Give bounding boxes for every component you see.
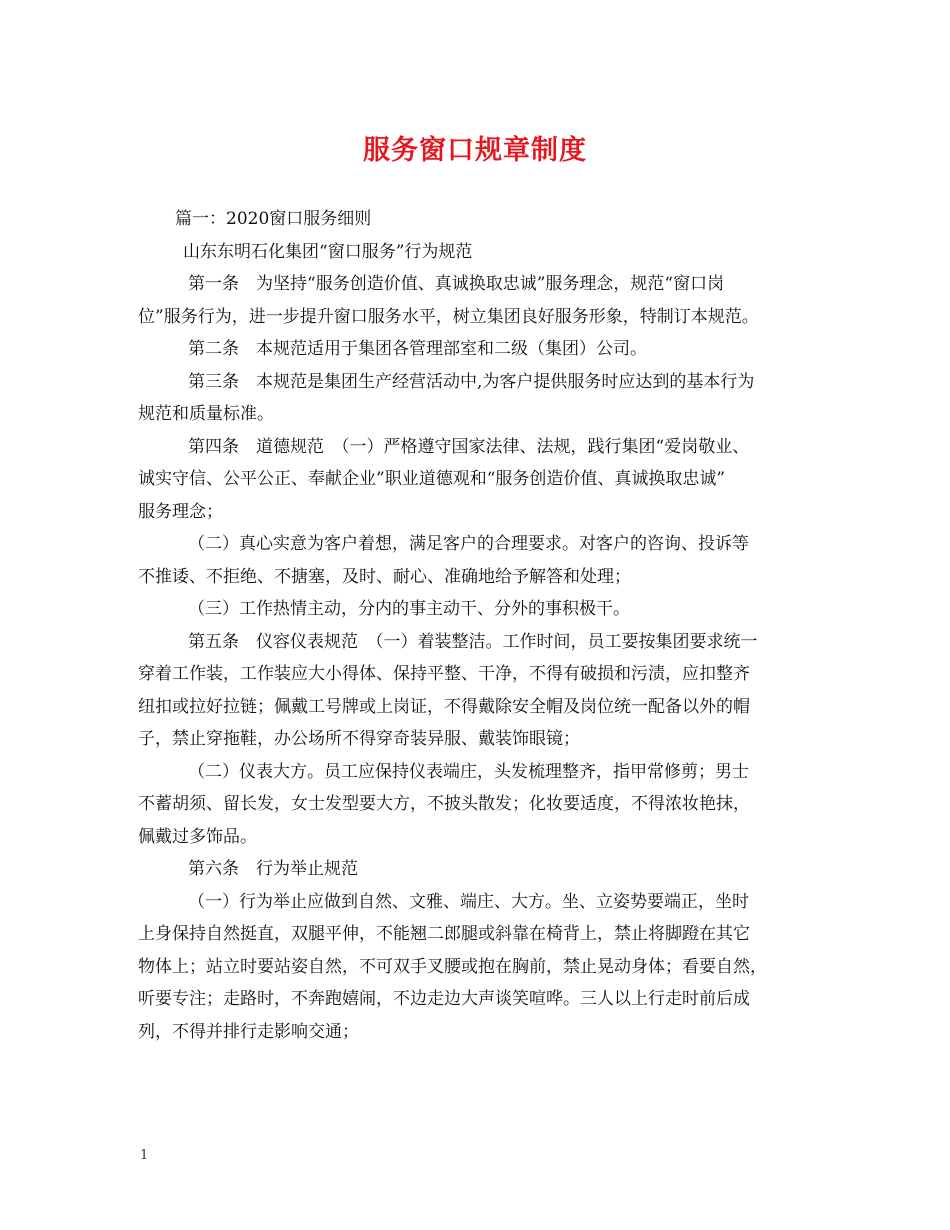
text-line: 不蓄胡须、留长发，女士发型要大方，不披头散发；化妆要适度，不得浓妆艳抹，	[138, 794, 750, 814]
text-line: 纽扣或拉好拉链；佩戴工号牌或上岗证，不得戴除安全帽及岗位统一配备以外的帽	[138, 696, 750, 717]
text-line: （二）真心实意为客户着想，满足客户的合理要求。对客户的咨询、投诉等	[188, 534, 749, 554]
document-title: 服务窗口规章制度	[363, 135, 587, 166]
text-line: 物体上；站立时要站姿自然，不可双手叉腰或抱在胸前，禁止晃动身体；看要自然，	[138, 956, 767, 977]
text-line: 篇一：2020窗口服务细则	[175, 209, 372, 229]
text-line: 第三条 本规范是集团生产经营活动中,为客户提供服务时应达到的基本行为	[188, 371, 755, 392]
text-line: 第二条 本规范适用于集团各管理部室和二级（集团）公司。	[188, 339, 647, 359]
text-line: 听要专注；走路时，不奔跑嬉闹，不边走边大声谈笑喧哗。三人以上行走时前后成	[138, 989, 750, 1009]
text-line: 列，不得并排行走影响交通；	[138, 1021, 359, 1042]
text-line: 不推诿、不拒绝、不搪塞，及时、耐心、准确地给予解答和处理；	[138, 566, 631, 587]
text-line: 服务理念；	[138, 501, 223, 522]
text-line: 佩戴过多饰品。	[138, 826, 257, 847]
document-body	[138, 203, 818, 1048]
text-line: 第五条 仪容仪表规范 （一）着装整洁。工作时间，员工要按集团要求统一	[188, 631, 758, 652]
page-number: 1	[140, 1148, 149, 1163]
text-line: 规范和质量标准。	[138, 404, 274, 424]
text-line: （二）仪表大方。员工应保持仪表端庄，头发梳理整齐，指甲常修剪；男士	[188, 761, 749, 782]
text-line: 第六条 行为举止规范	[188, 859, 358, 879]
text-line: （一）行为举止应做到自然、文雅、端庄、大方。坐、立姿势要端正，坐时	[188, 891, 749, 912]
text-line: （三）工作热情主动，分内的事主动干、分外的事积极干。	[188, 599, 630, 619]
text-line: 山东东明石化集团“窗口服务”行为规范	[183, 241, 473, 262]
text-line: 穿着工作装，工作装应大小得体、保持平整、干净，不得有破损和污渍，应扣整齐	[138, 664, 750, 684]
text-line: 子，禁止穿拖鞋，办公场所不得穿奇装异服、戴装饰眼镜；	[138, 729, 580, 749]
text-line: 第一条 为坚持“服务创造价值、真诚换取忠诚”服务理念，规范“窗口岗	[188, 274, 725, 294]
text-line: 上身保持自然挺直，双腿平伸，不能翘二郎腿或斜靠在椅背上，禁止将脚蹬在其它	[138, 924, 750, 944]
text-line: 第四条 道德规范 （一）严格遵守国家法律、法规，践行集团“爱岗敬业、	[188, 436, 750, 457]
text-line: 诚实守信、公平公正、奉献企业”职业道德观和“服务创造价值、真诚换取忠诚”	[138, 469, 726, 489]
text-line: 位”服务行为，进一步提升窗口服务水平，树立集团良好服务形象，特制订本规范。	[138, 306, 759, 327]
